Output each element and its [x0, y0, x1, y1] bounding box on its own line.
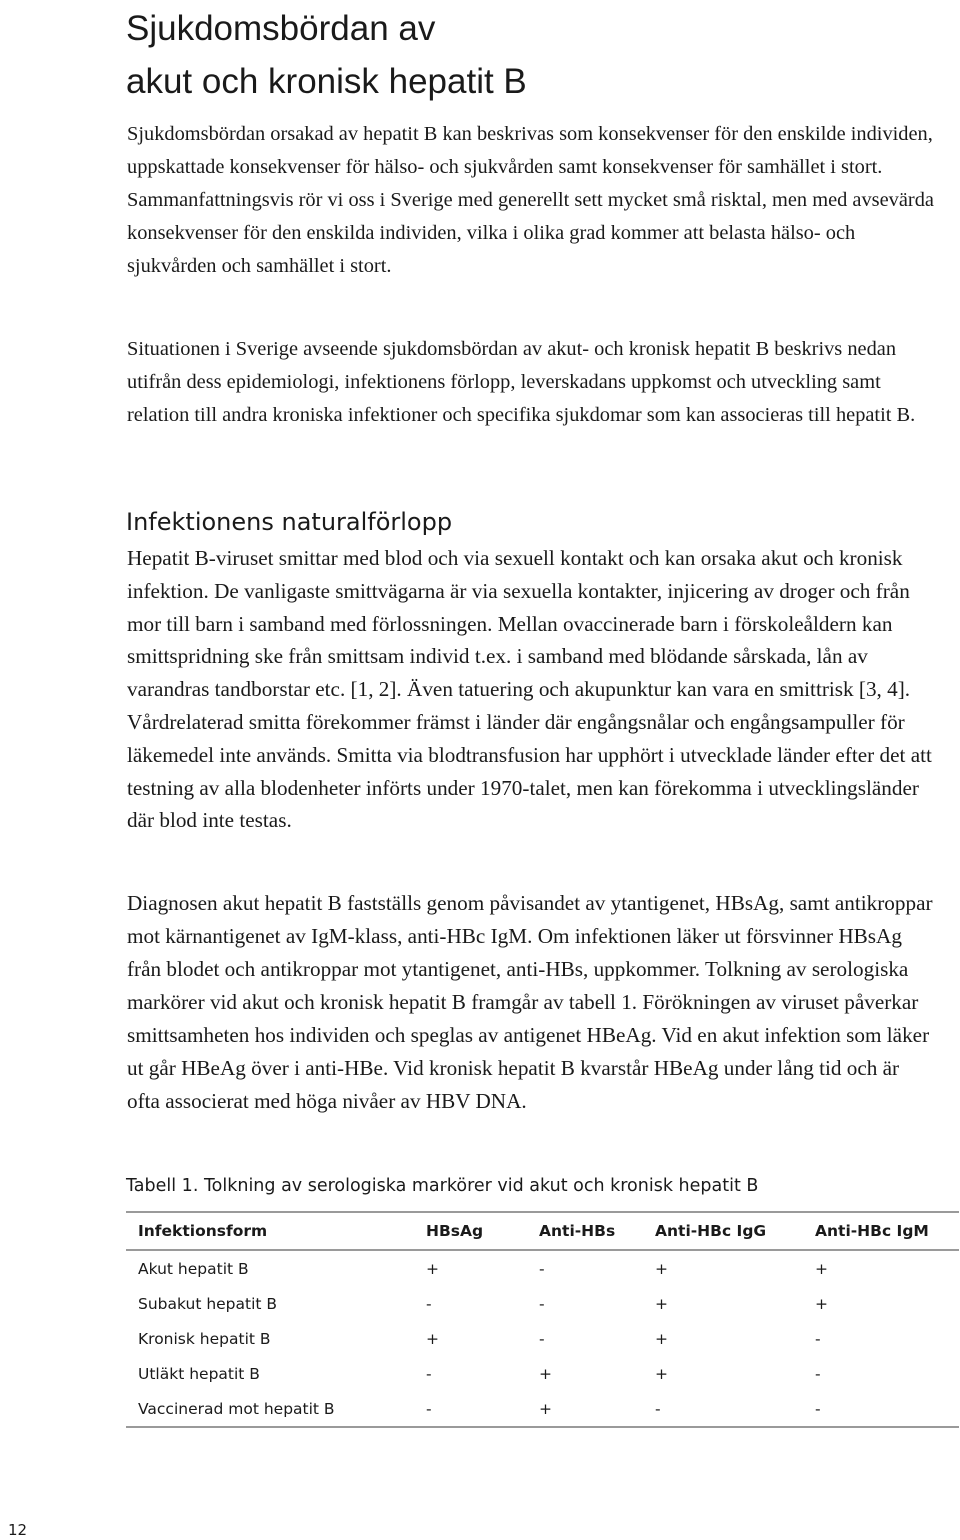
page-number: 12 [8, 1521, 28, 1539]
table-cell: + [655, 1364, 668, 1383]
table-row [126, 1250, 959, 1286]
table-cell: + [655, 1259, 668, 1278]
table-cell: - [815, 1364, 821, 1383]
table-cell: Kronisk hepatit B [138, 1329, 271, 1348]
table-cell: + [655, 1329, 668, 1348]
table-cell: + [815, 1294, 828, 1313]
column-header: Anti-HBc IgG [655, 1222, 767, 1240]
table-cell: - [426, 1294, 432, 1313]
section-paragraph-1: Hepatit B-viruset smittar med blod och via sexuell kontakt och kan orsaka akut och kronisk infektion. De vanligaste smittvägarna är via sexuella kontakter, injicering av droger och från mor till barn i samband med förlossningen. Mellan ovaccinerade barn i förskoleåldern kan smittspridning ske från smittsam individ t.ex. i samband med blödande sårskada, lån av varandras tandborstar etc. [1, 2]. Även tatuering och akupunktur kan vara en smittrisk [3, 4]. Vårdrelaterad smitta förekommer främst i länder där engångsnålar och engångsampuller för läkemedel inte används. Smitta via blodtransfusion har upphört i utvecklade länder efter det att testning av alla blodenheter införts under 1970-talet, men kan förekomma i utvecklingsländer där blod inte testas. [127, 546, 932, 833]
page-title [126, 2, 906, 108]
intro-paragraph-1: Sjukdomsbördan orsakad av hepatit B kan beskrivas som konsekvenser för den enskilde individen, uppskattade konsekvenser för hälso- och sjukvården samt konsekvenser för samhället i stort. Sammanfattningsvis rör vi oss i Sverige med generellt sett mycket små risktal, men med avsevärda konsekvenser för den enskilda individen, vilka i olika grad kommer att belasta hälso- och sjukvården och samhället i stort. [127, 123, 934, 277]
table-cell: + [655, 1294, 668, 1313]
section-heading: Infektionens naturalförlopp [126, 508, 453, 536]
column-header: HBsAg [426, 1222, 484, 1240]
column-header: Anti-HBs [539, 1222, 616, 1240]
section-paragraph-2: Diagnosen akut hepatit B fastställs genom påvisandet av ytantigenet, HBsAg, samt antikroppar mot kärnantigenet av IgM-klass, anti-HBc IgM. Om infektionen läker ut försvinner HBsAg från blodet och antikroppar mot ytantigenet, anti-HBs, uppkommer. Tolkning av serologiska markörer vid akut och kronisk hepatit B framgår av tabell 1. Förökningen av viruset påverkar smittsamheten hos individen och speglas av antigenet HBeAg. Vid en akut infektion som läker ut går HBeAg över i anti-HBe. Vid kronisk hepatit B kvarstår HBeAg under lång tid och är ofta associerat med höga nivåer av HBV DNA. [127, 891, 933, 1113]
table-row [126, 1321, 959, 1356]
table-cell: - [426, 1364, 432, 1383]
serology-table [126, 1211, 959, 1428]
table-caption: Tabell 1. Tolkning av serologiska markörer vid akut och kronisk hepatit B [126, 1176, 759, 1196]
table-row [126, 1391, 959, 1427]
table-cell: + [539, 1364, 552, 1383]
table-cell: Vaccinerad mot hepatit B [138, 1399, 335, 1418]
table-cell: - [815, 1399, 821, 1418]
column-header: Anti-HBc IgM [815, 1222, 929, 1240]
table-row [126, 1356, 959, 1391]
column-header: Infektionsform [138, 1222, 268, 1240]
table-cell: - [426, 1399, 432, 1418]
table-cell: - [539, 1259, 545, 1278]
table-cell: + [426, 1329, 439, 1348]
table-cell: Subakut hepatit B [138, 1294, 278, 1313]
intro-paragraph-2: Situationen i Sverige avseende sjukdomsbördan av akut- och kronisk hepatit B beskrivs nedan utifrån dess epidemiologi, infektionens förlopp, leverskadans uppkomst och utveckling samt relation till andra kroniska infektioner och specifika sjukdomar som kan associeras till hepatit B. [127, 338, 916, 426]
table-cell: - [539, 1329, 545, 1348]
table-cell: + [815, 1259, 828, 1278]
table-cell: - [655, 1399, 661, 1418]
table-header-row [126, 1212, 959, 1250]
table-cell: Akut hepatit B [138, 1259, 249, 1278]
table-cell: - [539, 1294, 545, 1313]
table-cell: + [539, 1399, 552, 1418]
table-cell: + [426, 1259, 439, 1278]
page-title-line-1: Sjukdomsbördan av [126, 9, 436, 48]
table-cell: - [815, 1329, 821, 1348]
page-title-line-2: akut och kronisk hepatit B [126, 62, 527, 101]
table-row [126, 1286, 959, 1321]
table-cell: Utläkt hepatit B [138, 1364, 260, 1383]
